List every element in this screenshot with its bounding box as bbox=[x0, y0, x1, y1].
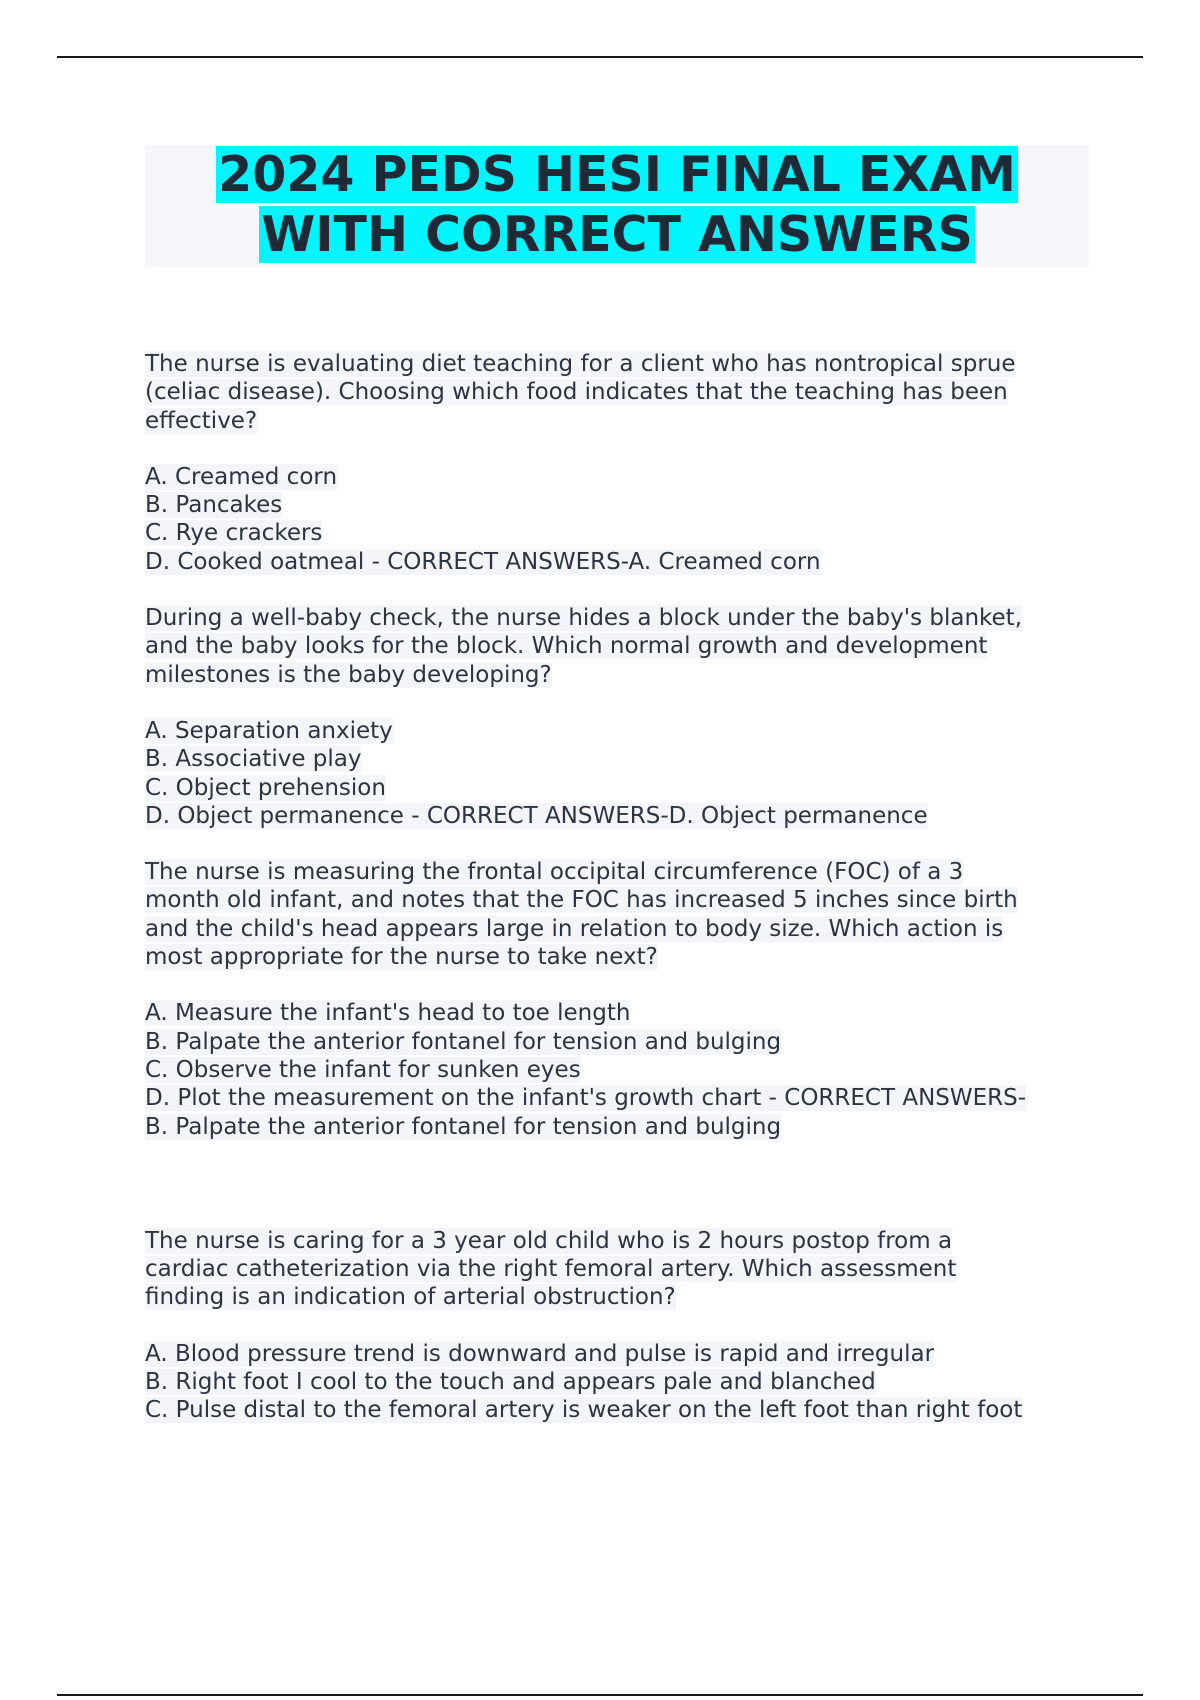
option-d-with-answer: D. Plot the measurement on the infant's growth chart - CORRECT ANSWERS- bbox=[145, 1085, 1027, 1112]
option-b: B. Associative play bbox=[145, 746, 362, 773]
option-b: B. Pancakes bbox=[145, 492, 283, 519]
question-2 bbox=[145, 604, 1089, 830]
option-a: A. Separation anxiety bbox=[145, 717, 393, 744]
top-rule bbox=[57, 56, 1143, 58]
option-c: C. Pulse distal to the femoral artery is weaker on the left foot than right foot bbox=[145, 1397, 1023, 1424]
option-b: B. Palpate the anterior fontanel for tension and bulging bbox=[145, 1028, 782, 1055]
question-options bbox=[145, 463, 1089, 576]
option-c: C. Object prehension bbox=[145, 774, 386, 801]
title-line-1: 2024 PEDS HESI FINAL EXAM bbox=[218, 146, 1016, 203]
option-a: A. Blood pressure trend is downward and pulse is rapid and irregular bbox=[145, 1340, 935, 1367]
question-stem: The nurse is caring for a 3 year old child who is 2 hours postop from a cardiac catheterization via the right femoral artery. Which assessment finding is an indication of arterial obstruction? bbox=[145, 1227, 957, 1311]
question-stem: The nurse is measuring the frontal occipital circumference (FOC) of a 3 month old infant, and notes that the FOC has increased 5 inches since birth and the child's head appears large in relation to body size. Which action is most appropriate for the nurse to take next? bbox=[145, 859, 1018, 971]
question-4 bbox=[145, 1227, 1089, 1425]
question-stem: During a well-baby check, the nurse hides a block under the baby's blanket, and the baby looks for the block. Which normal growth and development milestones is the baby developing? bbox=[145, 605, 1022, 688]
question-options bbox=[145, 999, 1089, 1140]
option-a: A. Creamed corn bbox=[145, 463, 338, 490]
title-line-2: WITH CORRECT ANSWERS bbox=[261, 206, 973, 263]
option-d-with-answer: D. Cooked oatmeal - CORRECT ANSWERS-A. Creamed corn bbox=[145, 548, 821, 575]
option-d-with-answer: D. Object permanence - CORRECT ANSWERS-D. Object permanence bbox=[145, 802, 928, 829]
answer-continuation: B. Palpate the anterior fontanel for tension and bulging bbox=[145, 1113, 782, 1140]
option-c: C. Observe the infant for sunken eyes bbox=[145, 1056, 581, 1083]
question-1 bbox=[145, 350, 1089, 576]
question-options bbox=[145, 1340, 1089, 1425]
question-3 bbox=[145, 858, 1089, 1141]
document-title bbox=[145, 145, 1089, 267]
option-a: A. Measure the infant's head to toe length bbox=[145, 1000, 631, 1027]
option-b: B. Right foot I cool to the touch and appears pale and blanched bbox=[145, 1369, 876, 1396]
question-stem: The nurse is evaluating diet teaching for a client who has nontropical sprue (celiac disease). Choosing which food indicates that the teaching has been effective? bbox=[145, 351, 1016, 434]
questions-list bbox=[145, 350, 1089, 1425]
question-options bbox=[145, 717, 1089, 830]
option-c: C. Rye crackers bbox=[145, 520, 323, 547]
bottom-rule bbox=[57, 1694, 1143, 1696]
